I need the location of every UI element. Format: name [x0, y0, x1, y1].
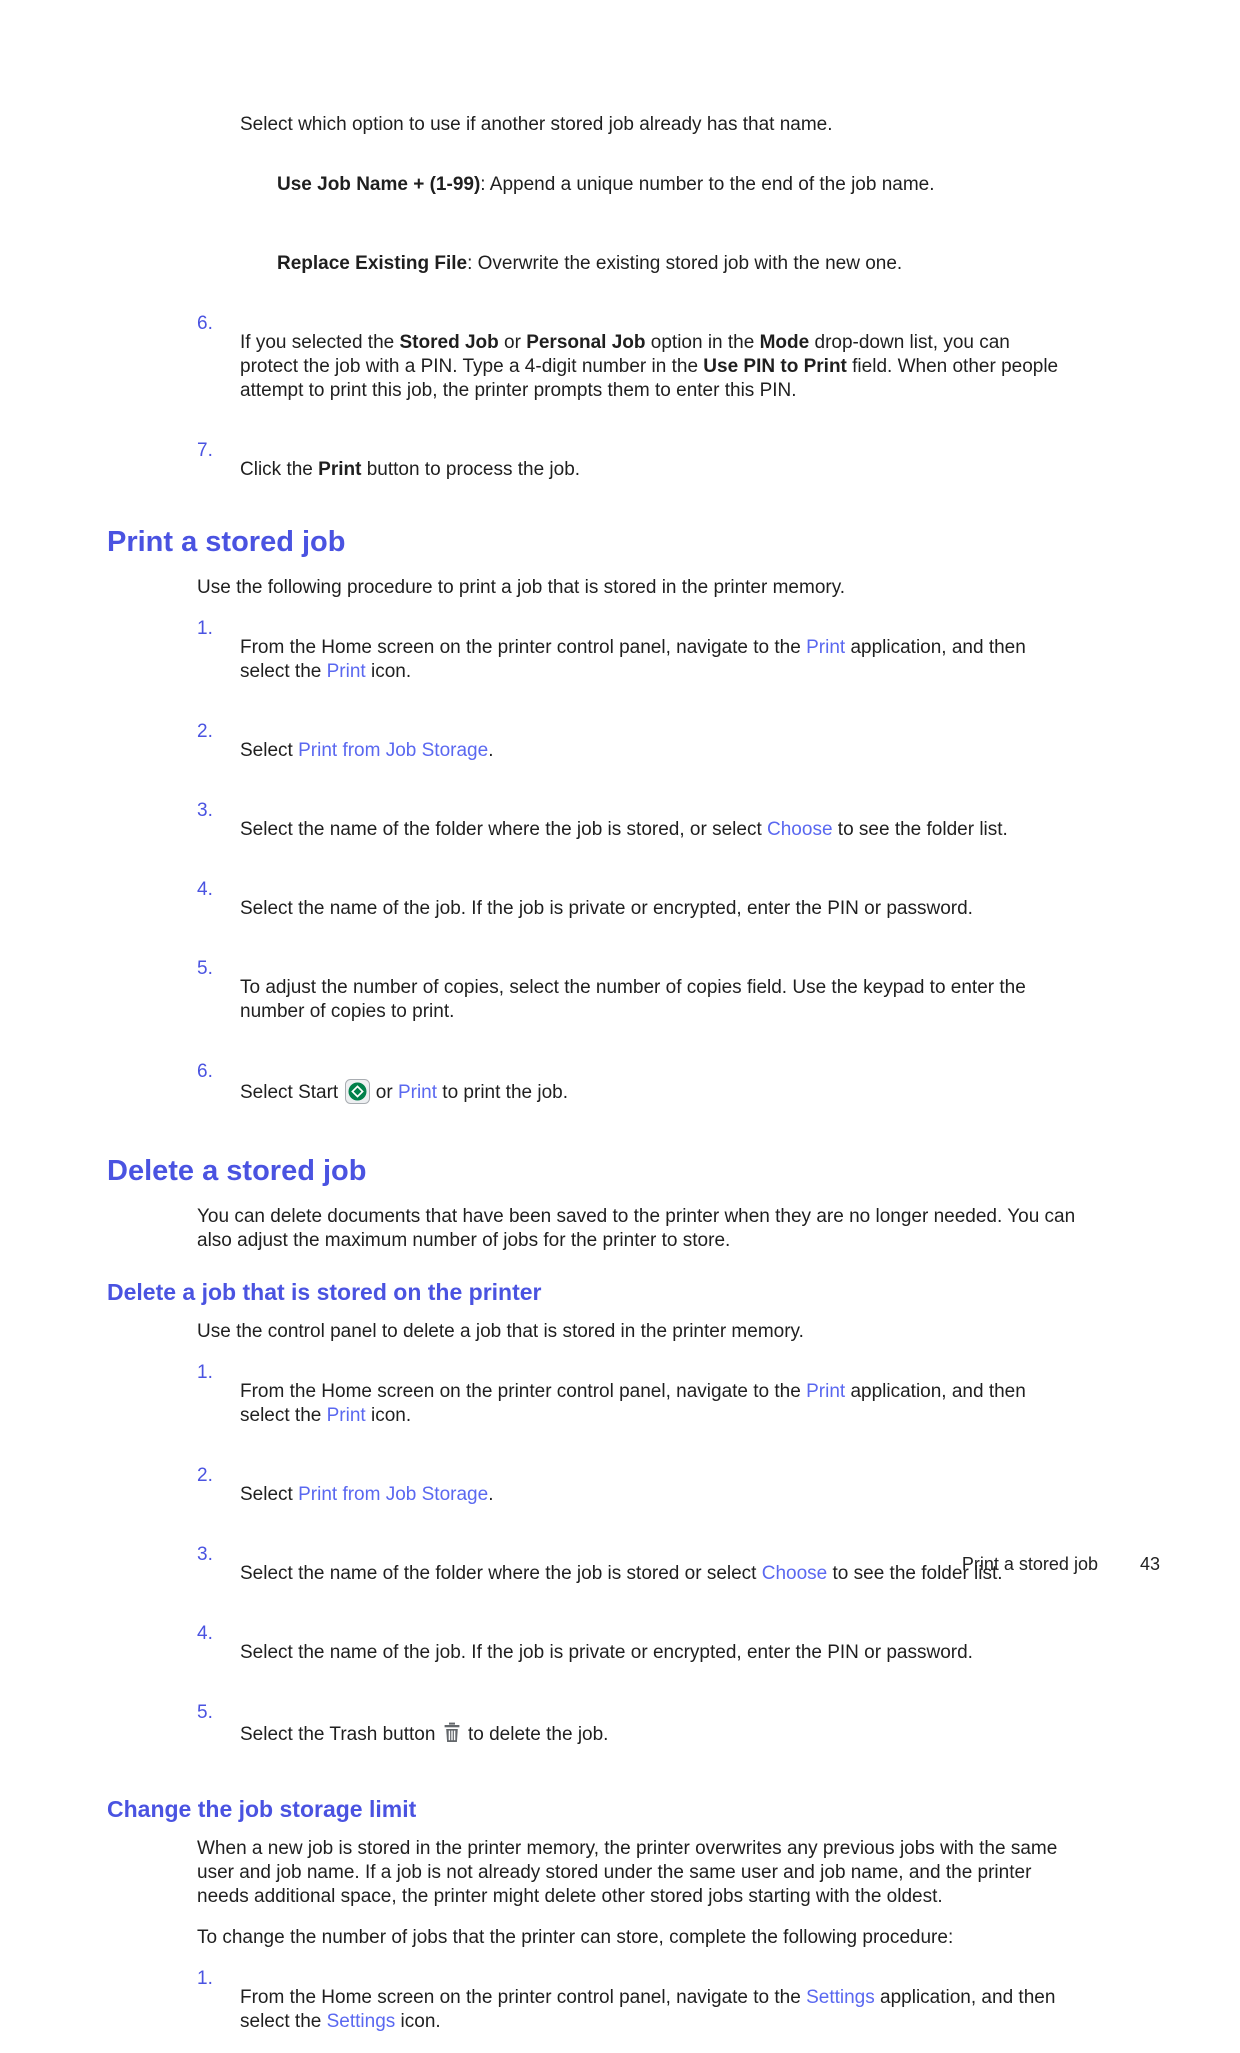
subsection-heading-change-job-storage-limit: Change the job storage limit	[107, 1796, 417, 1822]
item-number: 5.	[197, 958, 213, 979]
item-text	[240, 897, 973, 921]
item-text	[240, 1079, 568, 1111]
inline-link[interactable]: Choose	[761, 1563, 828, 1584]
list-item	[197, 720, 1240, 782]
item-text	[240, 818, 1008, 842]
page-footer	[962, 1552, 1160, 1576]
text-segment: drop-down list, you can protect the job with a PIN. Type a 4-digit number in the	[240, 332, 1010, 377]
list-item	[197, 1967, 1240, 2053]
section-heading-delete-a-stored-job: Delete a stored job	[107, 1155, 367, 1187]
text-segment: icon.	[395, 2011, 441, 2032]
list-item	[197, 799, 1240, 861]
bold-text: Use Job Name + (1-99)	[277, 174, 481, 195]
list-item	[240, 233, 1240, 295]
item-number: 2.	[197, 1465, 213, 1486]
text-segment: From the Home screen on the printer control panel, navigate to the	[240, 1987, 807, 2008]
list-item	[240, 154, 1240, 216]
bullet-text	[277, 252, 902, 276]
text-segment: If you selected the	[240, 332, 400, 353]
section-heading-print-a-stored-job: Print a stored job	[107, 526, 346, 558]
text-segment: Select Start	[240, 1082, 344, 1103]
text-segment: button to process the job.	[361, 459, 581, 480]
bullet-text	[277, 173, 935, 197]
item-text	[240, 458, 580, 482]
bold-text: Use PIN to Print	[703, 356, 847, 377]
item-number: 4.	[197, 879, 213, 900]
bold-text: Personal Job	[526, 332, 646, 353]
subsection-heading-delete-job-on-printer: Delete a job that is stored on the printer	[107, 1279, 542, 1305]
text-segment: Select	[240, 740, 299, 761]
list-item	[197, 1622, 1240, 1684]
text-segment: application, and then select the	[240, 637, 1026, 682]
item-number: 3.	[197, 800, 213, 821]
item-number: 1.	[197, 618, 213, 639]
paragraph: When a new job is stored in the printer memory, the printer overwrites any previous jobs with the same user and job name. If a job is not already stored under the same user and job name, and the printer needs additional space, the printer might delete other stored jobs starting with the oldest.	[197, 1838, 1058, 1907]
text-segment: From the Home screen on the printer control panel, navigate to the	[240, 637, 807, 658]
bold-text: Replace Existing File	[277, 253, 468, 274]
list-item	[197, 312, 1240, 422]
item-number: 3.	[197, 1544, 213, 1565]
bullet-icon	[240, 154, 277, 216]
item-text	[240, 1380, 1070, 1428]
item-number: 2.	[197, 721, 213, 742]
list-item	[197, 617, 1240, 703]
paragraph: Use the control panel to delete a job that is stored in the printer memory.	[197, 1321, 804, 1342]
item-number: 6.	[197, 313, 213, 334]
item-text	[240, 1483, 493, 1507]
text-segment: Select	[240, 1484, 299, 1505]
inline-link[interactable]: Print	[326, 661, 366, 682]
text-segment: to print the job.	[437, 1082, 568, 1103]
inline-link[interactable]: Print from Job Storage	[298, 740, 489, 761]
list-item	[197, 1361, 1240, 1447]
item-number: 6.	[197, 1061, 213, 1082]
text-segment: icon.	[365, 661, 412, 682]
text-segment: Select the name of the job. If the job is private or encrypted, enter the PIN or password.	[240, 898, 973, 919]
inline-link[interactable]: Settings	[326, 2011, 396, 2032]
item-number: 1.	[197, 1968, 213, 1989]
trash-icon	[442, 1720, 462, 1751]
text-segment: icon.	[365, 1405, 412, 1426]
list-item	[197, 878, 1240, 940]
item-number: 5.	[197, 1702, 213, 1723]
list-item	[197, 957, 1240, 1043]
text-segment: or	[370, 1082, 398, 1103]
bold-text: Stored Job	[399, 332, 499, 353]
text-segment: From the Home screen on the printer control panel, navigate to the	[240, 1381, 807, 1402]
inline-link[interactable]: Choose	[767, 819, 833, 840]
paragraph: Use the following procedure to print a job that is stored in the printer memory.	[197, 577, 846, 598]
inline-link[interactable]: Print	[397, 1082, 438, 1103]
text-segment: Select the name of the folder where the job is stored, or select	[240, 819, 768, 840]
inline-link[interactable]: Print	[806, 1381, 846, 1402]
list-item	[197, 1060, 1240, 1130]
inline-link[interactable]: Settings	[806, 1987, 875, 2008]
item-number: 4.	[197, 1623, 213, 1644]
paragraph: You can delete documents that have been saved to the printer when they are no longer needed. You can also adjust the maximum number of jobs for the printer to store.	[197, 1206, 1076, 1251]
text-segment: application, and then select the	[240, 1987, 1056, 2032]
item-text	[240, 331, 1070, 403]
item-text	[240, 739, 493, 763]
item-text	[240, 976, 1070, 1024]
text-segment: .	[488, 1484, 494, 1505]
text-segment: Select the Trash button	[240, 1724, 441, 1745]
inline-link[interactable]: Print	[326, 1405, 366, 1426]
text-segment: Select the name of the job. If the job is private or encrypted, enter the PIN or password.	[240, 1642, 973, 1663]
text-segment: application, and then select the	[240, 1381, 1026, 1426]
text-segment: .	[488, 740, 494, 761]
item-text	[240, 1562, 1003, 1586]
bullet-icon	[240, 233, 277, 295]
paragraph: Select which option to use if another stored job already has that name.	[240, 114, 833, 135]
list-item	[197, 439, 1240, 501]
bold-text: Print	[318, 459, 362, 480]
item-text	[240, 1720, 608, 1751]
text-segment: Click the	[240, 459, 319, 480]
paragraph: To change the number of jobs that the printer can store, complete the following procedure:	[197, 1927, 954, 1948]
item-text	[240, 1986, 1070, 2034]
inline-link[interactable]: Print from Job Storage	[298, 1484, 489, 1505]
footer-page-number: 43	[1139, 1554, 1160, 1574]
list-item	[197, 1464, 1240, 1526]
text-segment: to see the folder list.	[827, 1563, 1003, 1584]
inline-link[interactable]: Print	[806, 637, 846, 658]
text-segment: or	[498, 332, 527, 353]
text-segment: field. When other people attempt to print this job, the printer prompts them to enter this PIN.	[240, 356, 1059, 401]
item-text	[240, 1641, 973, 1665]
item-text	[240, 636, 1070, 684]
text-segment: : Overwrite the existing stored job with the new one.	[467, 253, 903, 274]
text-segment: option in the	[645, 332, 760, 353]
text-segment: Select the name of the folder where the job is stored or select	[240, 1563, 762, 1584]
text-segment: To adjust the number of copies, select the number of copies field. Use the keypad to enter the number of copies to print.	[240, 977, 1026, 1022]
item-number: 1.	[197, 1362, 213, 1383]
text-segment: to delete the job.	[462, 1724, 609, 1745]
text-segment: : Append a unique number to the end of the job name.	[480, 174, 935, 195]
bold-text: Mode	[759, 332, 810, 353]
list-item	[197, 1701, 1240, 1770]
text-segment: to see the folder list.	[832, 819, 1008, 840]
item-number: 7.	[197, 440, 213, 461]
footer-section-label: Print a stored job	[961, 1554, 1098, 1574]
start-icon	[345, 1079, 370, 1111]
